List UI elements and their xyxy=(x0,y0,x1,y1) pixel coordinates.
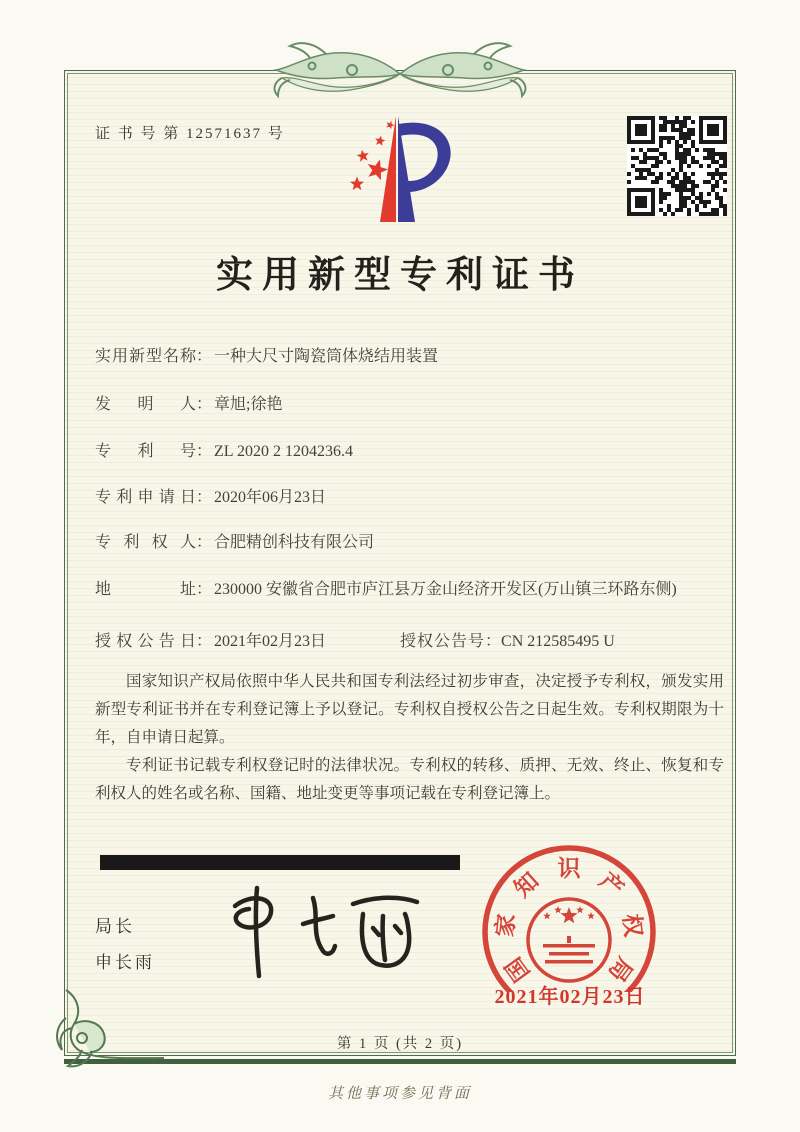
certificate-number: 证 书 号 第 12571637 号 xyxy=(95,126,285,142)
svg-text:产: 产 xyxy=(594,867,629,902)
svg-text:权: 权 xyxy=(618,912,646,939)
field-value: 一种大尺寸陶瓷筒体烧结用装置 xyxy=(214,348,439,365)
field-value: 章旭;徐艳 xyxy=(214,396,283,413)
field-label: 地址 xyxy=(95,581,196,598)
field-label: 发明人 xyxy=(95,396,196,413)
commissioner-signature xyxy=(215,876,425,984)
official-seal xyxy=(478,842,660,992)
commissioner-name: 申长雨 xyxy=(95,953,155,972)
svg-text:局: 局 xyxy=(603,952,638,986)
legal-paragraph-2: 专利证书记载专利权登记时的法律状况。专利权的转移、质押、无效、终止、恢复和专利权人的姓名或名称、国籍、地址变更等事项记载在专利登记簿上。 xyxy=(95,756,724,802)
field-value: 合肥精创科技有限公司 xyxy=(214,534,375,551)
security-strip xyxy=(100,855,460,870)
legal-text-block xyxy=(95,668,724,807)
back-side-note: 其他事项参见背面 xyxy=(327,1086,472,1102)
field-label: 专利权人 xyxy=(95,534,196,551)
logo-p-bowl xyxy=(399,123,451,193)
field-colon: ： xyxy=(196,581,213,598)
field-value: 2021年02月23日 xyxy=(214,633,327,650)
legal-paragraph-1: 国家知识产权局依照中华人民共和国专利法经过初步审查，决定授予专利权，颁发实用新型专利证书并在专利登记簿上予以登记。专利权自授权公告之日起生效。专利权期限为十年，自申请日起算。 xyxy=(95,673,724,746)
field-row-filing-date xyxy=(95,486,725,511)
seal-national-emblem xyxy=(528,899,610,981)
field-colon: ： xyxy=(196,396,213,413)
svg-text:知: 知 xyxy=(509,867,544,902)
field-label: 实用新型名称 xyxy=(95,348,196,365)
svg-text:国: 国 xyxy=(500,952,535,986)
commissioner-title: 局长 xyxy=(95,917,135,936)
field-row-utility-name xyxy=(95,345,725,370)
field-row-inventor xyxy=(95,393,725,418)
field-label: 专利申请日 xyxy=(95,489,196,506)
field-label: 专利号 xyxy=(95,443,196,460)
field-row-patentee xyxy=(95,531,725,556)
field-row-address xyxy=(95,578,725,603)
field-label: 授权公告日 xyxy=(95,633,196,650)
floral-ornament-top xyxy=(268,28,532,114)
field-value: 230000 安徽省合肥市庐江县万金山经济开发区(万山镇三环路东侧) xyxy=(214,581,677,598)
page-number: 第 1 页 (共 2 页) xyxy=(336,1036,464,1052)
field-row-patent-no xyxy=(95,440,725,465)
field-row-grant xyxy=(95,630,725,655)
certificate-title: 实用新型专利证书 xyxy=(216,255,584,296)
field-colon: ： xyxy=(196,633,213,650)
seal-date: 2021年02月23日 xyxy=(494,986,646,1008)
field-colon: ： xyxy=(196,348,213,365)
field-pair-grant-no xyxy=(400,630,615,655)
cnipa-logo xyxy=(333,110,468,228)
field-colon: ： xyxy=(196,443,213,460)
qr-code xyxy=(627,116,727,216)
field-colon: ： xyxy=(196,489,213,506)
field-label: 授权公告号 xyxy=(400,633,486,650)
field-colon: ： xyxy=(196,534,213,551)
svg-text:家: 家 xyxy=(492,912,520,939)
seal-arc-text xyxy=(491,856,647,986)
field-value: CN 212585495 U xyxy=(501,633,615,650)
field-colon: ： xyxy=(485,633,502,650)
field-value: ZL 2020 2 1204236.4 xyxy=(214,443,353,460)
field-value: 2020年06月23日 xyxy=(214,489,327,506)
svg-text:识: 识 xyxy=(557,856,581,881)
